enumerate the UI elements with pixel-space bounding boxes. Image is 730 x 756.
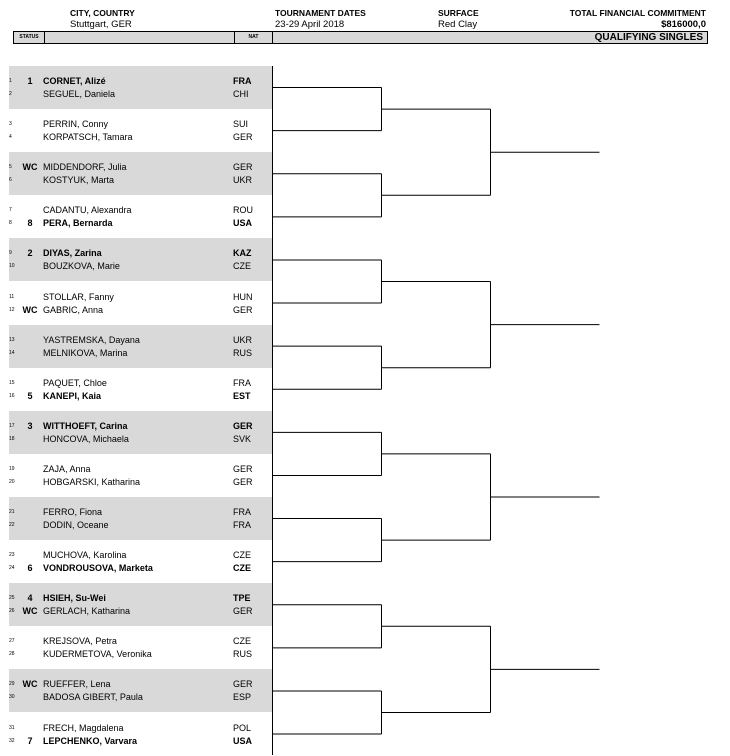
draw-number: 18 <box>9 435 15 442</box>
player-nat: GER <box>233 304 253 315</box>
seed-label: 3 <box>27 420 33 431</box>
draw-number: 24 <box>9 565 15 572</box>
player-name: STOLLAR, Fanny <box>43 291 114 302</box>
seed-label: 6 <box>27 563 33 574</box>
player-name: MUCHOVA, Karolina <box>43 550 127 561</box>
dates-label: TOURNAMENT DATES <box>275 8 366 18</box>
player-name: MIDDENDORF, Julia <box>43 162 127 173</box>
draw-number: 32 <box>9 737 15 744</box>
player-name: FERRO, Fiona <box>43 507 103 517</box>
player-name: HOBGARSKI, Katharina <box>43 476 141 487</box>
draw-number: 29 <box>9 681 15 688</box>
player-nat: GER <box>233 679 253 690</box>
player-nat: RUS <box>233 347 253 358</box>
player-name: GABRIC, Anna <box>43 304 104 315</box>
draw-number: 16 <box>9 392 15 399</box>
seed-label: WC <box>22 679 38 690</box>
player-nat: SVK <box>233 433 252 444</box>
player-nat: ROU <box>233 205 253 216</box>
seed-label: 1 <box>27 76 33 86</box>
city-value: Stuttgart, GER <box>70 19 132 30</box>
player-name: FRECH, Magdalena <box>43 722 124 733</box>
player-nat: CZE <box>233 550 251 561</box>
player-nat: UKR <box>233 334 253 345</box>
draw-number: 30 <box>9 694 15 701</box>
player-name: DODIN, Oceane <box>43 520 109 530</box>
draw-number: 22 <box>9 522 15 528</box>
player-name: KUDERMETOVA, Veronika <box>43 649 152 660</box>
player-name: PERA, Bernarda <box>43 218 113 229</box>
player-nat: GER <box>233 420 253 431</box>
player-name: BOUZKOVA, Marie <box>43 261 120 272</box>
player-name: KREJSOVA, Petra <box>43 636 117 647</box>
player-nat: GER <box>233 463 253 474</box>
draw-number: 23 <box>9 552 15 559</box>
seed-label: WC <box>22 162 38 173</box>
player-nat: FRA <box>233 507 251 517</box>
player-nat: SUI <box>233 119 249 130</box>
draw-number: 28 <box>9 651 15 658</box>
player-nat: FRA <box>233 76 252 86</box>
player-name: BADOSA GIBERT, Paula <box>43 692 143 703</box>
draw-number: 10 <box>9 263 15 270</box>
player-nat: RUS <box>233 649 253 660</box>
player-nat: FRA <box>233 520 251 530</box>
surface-value: Red Clay <box>438 19 478 30</box>
status-column-header: STATUS <box>14 32 45 43</box>
draw-number: 8 <box>9 220 12 227</box>
player-name: WITTHOEFT, Carina <box>43 420 128 431</box>
seed-label: WC <box>22 304 38 315</box>
player-name: MELNIKOVA, Marina <box>43 347 128 358</box>
player-nat: GER <box>233 162 253 173</box>
player-name: CORNET, Alizé <box>43 76 106 86</box>
draw-number: 7 <box>9 207 12 214</box>
draw-number: 21 <box>9 509 15 515</box>
player-name: PERRIN, Conny <box>43 119 109 130</box>
draw-number: 15 <box>9 379 15 386</box>
player-nat: CZE <box>233 636 251 647</box>
player-nat: GER <box>233 132 253 143</box>
player-nat: CZE <box>233 563 251 574</box>
draw-number: 3 <box>9 121 12 128</box>
player-name: DIYAS, Zarina <box>43 248 102 259</box>
seed-label: 8 <box>27 218 33 229</box>
player-name: YASTREMSKA, Dayana <box>43 334 140 345</box>
player-name: PAQUET, Chloe <box>43 377 107 388</box>
player-nat: KAZ <box>233 248 252 259</box>
dates-value: 23-29 April 2018 <box>275 19 345 30</box>
player-name: KORPATSCH, Tamara <box>43 132 133 143</box>
draw-number: 9 <box>9 250 12 257</box>
player-nat: EST <box>233 390 251 401</box>
player-nat: CZE <box>233 261 251 272</box>
draw-number: 11 <box>9 293 15 300</box>
draw-number: 14 <box>9 349 15 356</box>
draw-number: 25 <box>9 595 15 602</box>
draw-number: 12 <box>9 306 15 313</box>
player-nat: HUN <box>233 291 253 302</box>
seed-label: 4 <box>27 593 33 604</box>
player-name: VONDROUSOVA, Marketa <box>43 563 153 574</box>
player-nat: USA <box>233 735 253 746</box>
draw-number: 2 <box>9 91 12 97</box>
player-nat: FRA <box>233 377 251 388</box>
player-nat: POL <box>233 722 252 733</box>
draw-number: 27 <box>9 638 15 645</box>
player-nat: GER <box>233 476 253 487</box>
player-name: KANEPI, Kaia <box>43 390 102 401</box>
city-label: CITY, COUNTRY <box>70 8 135 18</box>
seed-label: WC <box>22 606 38 617</box>
draw-number: 17 <box>9 422 15 429</box>
draw-number: 20 <box>9 478 15 485</box>
player-name: HSIEH, Su-Wei <box>43 593 106 604</box>
player-nat: GER <box>233 606 253 617</box>
draw-number: 31 <box>9 724 15 731</box>
player-name: GERLACH, Katharina <box>43 606 131 617</box>
player-name: ZAJA, Anna <box>43 463 91 474</box>
draw-number: 5 <box>9 164 12 171</box>
draw-number: 1 <box>9 78 12 84</box>
seed-label: 7 <box>27 735 33 746</box>
player-name: HONCOVA, Michaela <box>43 433 129 444</box>
player-name: RUEFFER, Lena <box>43 679 111 690</box>
draw-number: 6 <box>9 177 12 184</box>
player-nat: TPE <box>233 593 251 604</box>
commitment-label: TOTAL FINANCIAL COMMITMENT <box>569 8 706 18</box>
seed-label: 2 <box>27 248 33 259</box>
draw-title: QUALIFYING SINGLES <box>594 32 703 43</box>
nat-column-header: NAT <box>234 32 273 43</box>
player-nat: UKR <box>233 175 253 186</box>
surface-label: SURFACE <box>438 8 479 18</box>
player-nat: ESP <box>233 692 252 703</box>
player-name: SEGUEL, Daniela <box>43 89 116 99</box>
player-name: CADANTU, Alexandra <box>43 205 132 216</box>
draw-number: 13 <box>9 336 15 343</box>
seed-label: 5 <box>27 390 33 401</box>
player-name: KOSTYUK, Marta <box>43 175 115 186</box>
player-name: LEPCHENKO, Varvara <box>43 735 138 746</box>
draw-number: 26 <box>9 608 15 615</box>
draw-number: 19 <box>9 465 15 472</box>
player-nat: USA <box>233 218 253 229</box>
player-nat: CHI <box>233 89 249 99</box>
commitment-value: $816000,0 <box>661 19 706 30</box>
draw-number: 4 <box>9 134 12 141</box>
